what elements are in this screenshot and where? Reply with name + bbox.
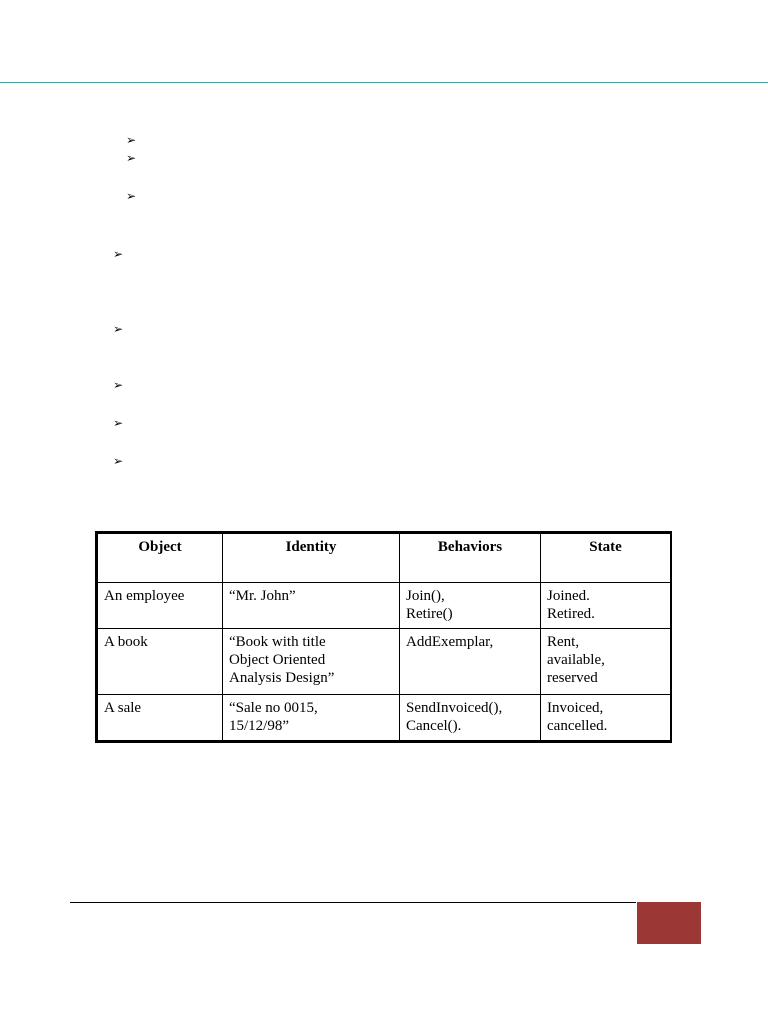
cell-object: A book — [98, 629, 223, 694]
table-header-row — [98, 534, 671, 583]
arrowhead-bullet-icon: ➢ — [113, 378, 124, 392]
header-identity: Identity — [223, 534, 400, 583]
table-row — [98, 583, 671, 629]
table-row — [98, 694, 671, 740]
cell-behaviors: Join(), Retire() — [400, 583, 541, 629]
arrowhead-bullet-icon: ➢ — [113, 322, 124, 336]
arrowhead-bullet-icon: ➢ — [126, 151, 137, 165]
cell-state: Joined. Retired. — [541, 583, 671, 629]
arrowhead-bullet-icon: ➢ — [126, 133, 137, 147]
header-behaviors: Behaviors — [400, 534, 541, 583]
header-object: Object — [98, 534, 223, 583]
arrowhead-bullet-icon: ➢ — [113, 416, 124, 430]
header-rule — [0, 82, 768, 83]
arrowhead-bullet-icon: ➢ — [113, 247, 124, 261]
cell-identity: “Book with title Object Oriented Analysis Design” — [223, 629, 400, 694]
object-table — [95, 531, 672, 743]
cell-state: Invoiced, cancelled. — [541, 694, 671, 740]
cell-behaviors: SendInvoiced(), Cancel(). — [400, 694, 541, 740]
cell-object: A sale — [98, 694, 223, 740]
footer-page-block — [637, 902, 701, 944]
cell-state: Rent, available, reserved — [541, 629, 671, 694]
cell-behaviors: AddExemplar, — [400, 629, 541, 694]
cell-identity: “Mr. John” — [223, 583, 400, 629]
footer-rule — [70, 902, 636, 903]
header-state: State — [541, 534, 671, 583]
object-table-grid — [97, 533, 671, 741]
arrowhead-bullet-icon: ➢ — [126, 189, 137, 203]
table-row — [98, 629, 671, 694]
arrowhead-bullet-icon: ➢ — [113, 454, 124, 468]
cell-object: An employee — [98, 583, 223, 629]
cell-identity: “Sale no 0015, 15/12/98” — [223, 694, 400, 740]
